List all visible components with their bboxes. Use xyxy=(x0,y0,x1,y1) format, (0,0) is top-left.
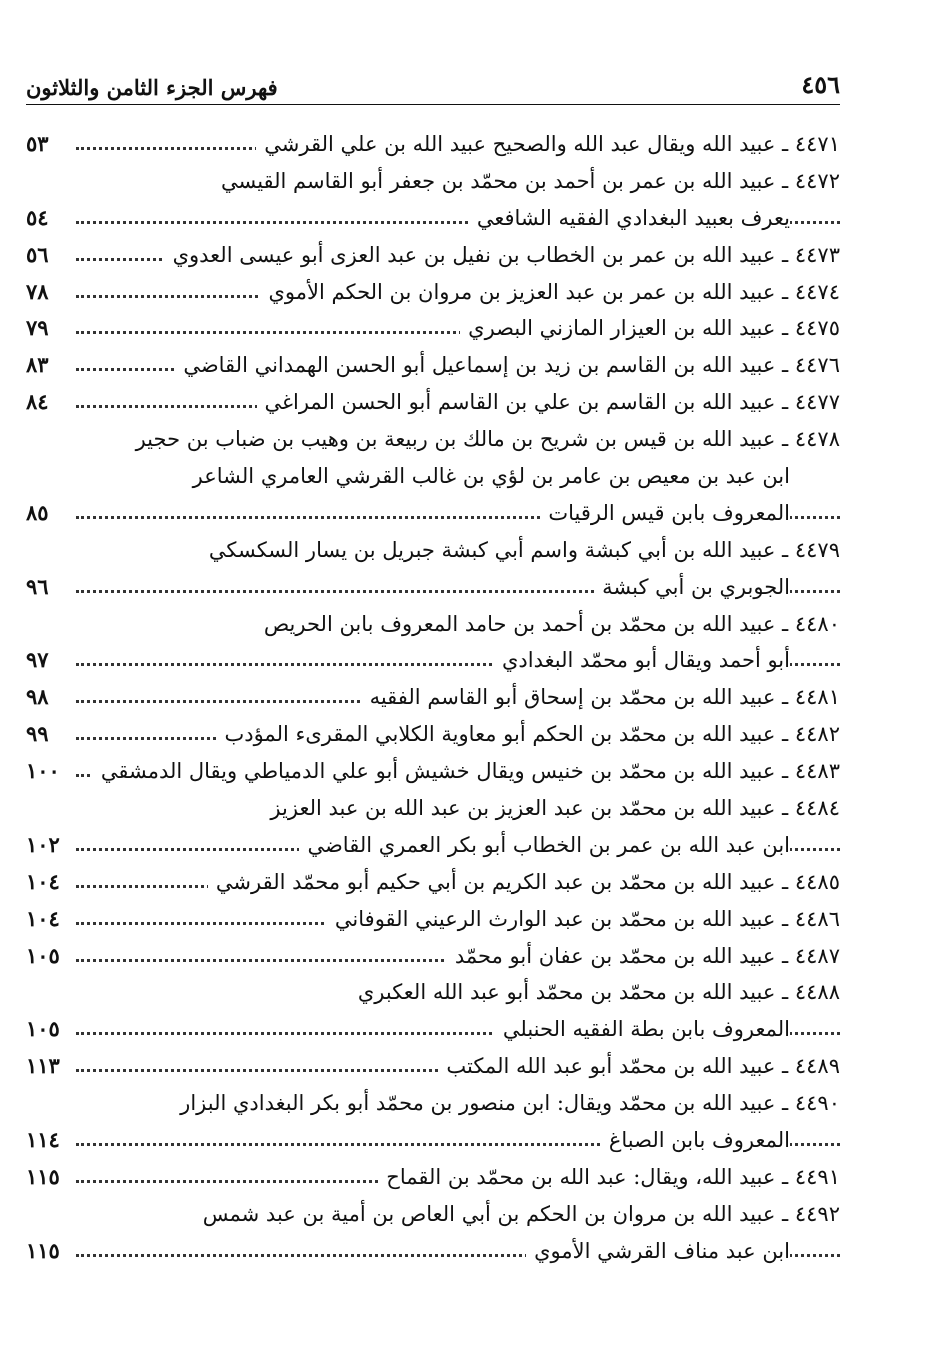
entry-page-number: ١٠٢ xyxy=(26,831,60,857)
header-rule xyxy=(26,104,840,105)
index-entry-line xyxy=(26,901,840,938)
entry-text: ٤٤٧٦ ـ عبيد الله بن القاسم بن زيد بن إسماعيل أبو الحسن الهمداني القاضي xyxy=(175,351,840,379)
page-header xyxy=(26,68,840,106)
index-continuation-line xyxy=(26,1011,840,1048)
entry-page-number: ٥٤ xyxy=(26,204,49,230)
entry-text: ابن عبد مناف القرشي الأموي xyxy=(526,1237,790,1265)
entry-page-number: ٥٣ xyxy=(26,131,49,156)
index-entry-line xyxy=(26,163,840,200)
entry-text: ٤٤٧٥ ـ عبيد الله بن العيزار المازني البصري xyxy=(460,314,840,342)
entry-text: ٤٤٨٤ ـ عبيد الله بن محمّد بن عبد العزيز بن عبد الله بن عبد العزيز xyxy=(262,794,840,822)
entry-page-number: ٩٩ xyxy=(26,721,49,747)
entry-text: المعروف بابن قيس الرقيات xyxy=(540,499,790,527)
index-entries xyxy=(26,126,840,1270)
entry-text: ٤٤٧٧ ـ عبيد الله بن القاسم بن علي بن القاسم أبو الحسن المراغي xyxy=(257,388,841,416)
entry-text: ٤٤٨٣ ـ عبيد الله بن محمّد بن خنيس ويقال خشيش أبو علي الدمياطي ويقال الدمشقي xyxy=(93,757,840,785)
index-continuation-line xyxy=(26,642,840,679)
entry-text: ابن عبد بن معيص بن عامر بن لؤي بن غالب القرشي العامري الشاعر xyxy=(185,462,790,490)
index-entry-line xyxy=(26,974,840,1011)
entry-text: ٤٤٨٢ ـ عبيد الله بن محمّد بن الحكم أبو معاوية الكلابي المقرىء المؤدب xyxy=(216,720,840,748)
entry-text: ٤٤٨٧ ـ عبيد الله بن محمّد بن عفان أبو محمّد xyxy=(447,942,840,970)
index-continuation-line xyxy=(26,569,840,606)
entry-text: ٤٤٧٤ ـ عبيد الله بن عمر بن عبد العزيز بن مروان بن الحكم الأموي xyxy=(260,278,840,306)
entry-page-number: ٧٩ xyxy=(26,315,49,341)
entry-text: ٤٤٩٠ ـ عبيد الله بن محمّد ويقال: ابن منصور بن محمّد أبو بكر البغدادي البزار xyxy=(172,1089,840,1117)
page-number: ٤٥٦ xyxy=(801,70,840,99)
entry-text: ٤٤٩٢ ـ عبيد الله بن مروان بن الحكم بن أبي العاص بن أمية بن عبد شمس xyxy=(195,1200,840,1228)
entry-page-number: ١٠٤ xyxy=(26,905,60,931)
entry-text: ٤٤٧١ ـ عبيد الله ويقال عبد الله والصحيح عبيد الله بن علي القرشي xyxy=(256,130,840,158)
entry-text: أبو أحمد ويقال أبو محمّد البغدادي xyxy=(494,646,790,674)
entry-text: ٤٤٧٩ ـ عبيد الله بن أبي كبشة واسم أبي كبشة جبريل بن يسار السكسكي xyxy=(201,536,840,564)
index-entry-line xyxy=(26,237,840,274)
index-continuation-line xyxy=(26,200,840,237)
index-continuation-line xyxy=(26,458,840,495)
index-entry-line xyxy=(26,864,840,901)
index-continuation-line xyxy=(26,1122,840,1159)
running-title: فهرس الجزء الثامن والثلاثون xyxy=(26,75,278,100)
index-entry-line xyxy=(26,532,840,569)
entry-text: الجوبري بن أبي كبشة xyxy=(594,573,790,601)
entry-text: ٤٤٧٨ ـ عبيد الله بن قيس بن شريح بن مالك بن ربيعة بن وهيب بن ضباب بن حجير xyxy=(128,425,840,453)
index-entry-line xyxy=(26,1048,840,1085)
entry-page-number: ٨٤ xyxy=(26,389,49,415)
index-entry-line xyxy=(26,126,840,163)
entry-page-number: ٥٦ xyxy=(26,241,49,267)
entry-page-number: ١١٥ xyxy=(26,1237,60,1263)
index-entry-line xyxy=(26,274,840,311)
entry-page-number: ١١٣ xyxy=(26,1053,60,1079)
entry-text: المعروف بابن الصباغ xyxy=(601,1126,790,1154)
entry-text: ٤٤٨٩ ـ عبيد الله بن محمّد أبو عبد الله المكتب xyxy=(438,1052,840,1080)
index-entry-line xyxy=(26,716,840,753)
entry-page-number: ٩٧ xyxy=(26,647,49,673)
index-continuation-line xyxy=(26,1233,840,1270)
entry-text: ابن عبد الله بن عمر بن الخطاب أبو بكر العمري القاضي xyxy=(299,831,790,859)
index-entry-line xyxy=(26,938,840,975)
index-entry-line xyxy=(26,1196,840,1233)
entry-page-number: ١١٤ xyxy=(26,1127,60,1153)
index-entry-line xyxy=(26,347,840,384)
entry-page-number: ٩٦ xyxy=(26,573,49,599)
entry-page-number: ٨٥ xyxy=(26,499,49,525)
entry-page-number: ٩٨ xyxy=(26,684,49,710)
index-entry-line xyxy=(26,310,840,347)
entry-text: ٤٤٨٦ ـ عبيد الله بن محمّد بن عبد الوارث الرعيني القوفاني xyxy=(327,905,840,933)
entry-text: ٤٤٨٨ ـ عبيد الله بن محمّد بن محمّد أبو عبد الله العكبري xyxy=(350,978,840,1006)
index-continuation-line xyxy=(26,495,840,532)
entry-text: ٤٤٧٣ ـ عبيد الله بن عمر بن الخطاب بن نفيل بن عبد العزى أبو عيسى العدوي xyxy=(165,241,840,269)
index-entry-line xyxy=(26,753,840,790)
entry-page-number: ١٠٠ xyxy=(26,758,60,784)
entry-page-number: ١١٥ xyxy=(26,1163,60,1189)
index-entry-line xyxy=(26,384,840,421)
index-entry-line xyxy=(26,679,840,716)
index-entry-line xyxy=(26,421,840,458)
entry-text: ٤٤٨١ ـ عبيد الله بن محمّد بن إسحاق أبو القاسم الفقيه xyxy=(362,683,840,711)
entry-page-number: ٨٣ xyxy=(26,352,49,378)
entry-text: ٤٤٧٢ ـ عبيد الله بن عمر بن أحمد بن محمّد بن جعفر أبو القاسم القيسي xyxy=(213,167,840,195)
entry-text: ٤٤٩١ ـ عبيد الله، ويقال: عبد الله بن محمّد بن القماح xyxy=(378,1163,840,1191)
entry-page-number: ١٠٥ xyxy=(26,1016,60,1042)
index-entry-line xyxy=(26,606,840,643)
entry-page-number: ١٠٤ xyxy=(26,868,60,894)
entry-text: ٤٤٨٠ ـ عبيد الله بن محمّد بن أحمد بن حامد المعروف بابن الحريص xyxy=(256,610,840,638)
entry-page-number: ١٠٥ xyxy=(26,942,60,968)
index-entry-line xyxy=(26,790,840,827)
entry-text: ٤٤٨٥ ـ عبيد الله بن محمّد بن عبد الكريم بن أبي حكيم أبو محمّد القرشي xyxy=(208,868,840,896)
index-entry-line xyxy=(26,1085,840,1122)
entry-text: المعروف بابن بطة الفقيه الحنبلي xyxy=(495,1015,790,1043)
index-entry-line xyxy=(26,1159,840,1196)
index-continuation-line xyxy=(26,827,840,864)
entry-text: يعرف بعبيد البغدادي الفقيه الشافعي xyxy=(469,204,790,232)
entry-page-number: ٧٨ xyxy=(26,278,49,304)
